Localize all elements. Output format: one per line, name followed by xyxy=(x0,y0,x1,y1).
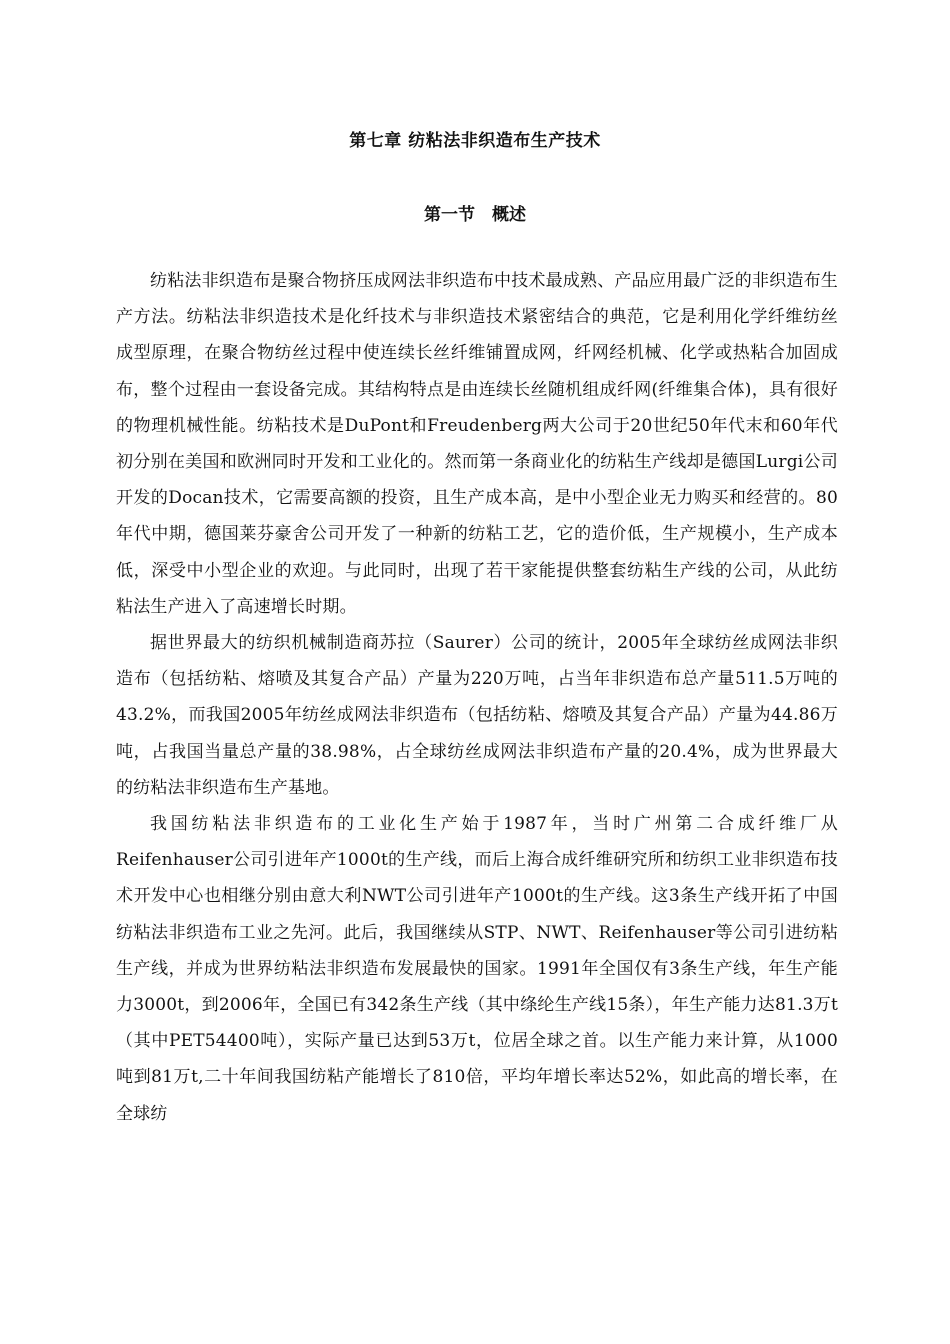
paragraph-2: 据世界最大的纺织机械制造商苏拉（Saurer）公司的统计，2005年全球纺丝成网法非织造布（包括纺粘、熔喷及其复合产品）产量为220万吨，占当年非织造布总产量511.5万吨的43.2%，而我国2005年纺丝成网法非织造布（包括纺粘、熔喷及其复合产品）产量为44.86万吨，占我国当量总产量的38.98%，占全球纺丝成网法非织造布产量的20.4%，成为世界最大的纺粘法非织造布生产基地。 xyxy=(116,633,838,798)
paragraph-3: 我国纺粘法非织造布的工业化生产始于1987年，当时广州第二合成纤维厂从Reifenhauser公司引进年产1000t的生产线，而后上海合成纤维研究所和纺织工业非织造布技术开发中心也相继分别由意大利NWT公司引进年产1000t的生产线。这3条生产线开拓了中国纺粘法非织造布工业之先河。此后，我国继续从STP、NWT、Reifenhauser等公司引进纺粘生产线，并成为世界纺粘法非织造布发展最快的国家。1991年全国仅有3条生产线，年生产能力3000t，到2006年，全国已有342条生产线（其中绦纶生产线15条），年生产能力达81.3万t（其中PET54400吨），实际产量已达到53万t，位居全球之首。以生产能力来计算，从1000吨到81万t,二十年间我国纺粘产能增长了810倍，平均年增长率达52%，如此高的增长率，在全球纺 xyxy=(116,814,838,1124)
paragraph-1: 纺粘法非织造布是聚合物挤压成网法非织造布中技术最成熟、产品应用最广泛的非织造布生产方法。纺粘法非织造技术是化纤技术与非织造技术紧密结合的典范，它是利用化学纤维纺丝成型原理，在聚合物纺丝过程中使连续长丝纤维铺置成网，纤网经机械、化学或热粘合加固成布，整个过程由一套设备完成。其结构特点是由连续长丝随机组成纤网(纤维集合体)，具有很好的物理机械性能。纺粘技术是DuPont和Freudenberg两大公司于20世纪50年代末和60年代初分别在美国和欧洲同时开发和工业化的。然而第一条商业化的纺粘生产线却是德国Lurgi公司开发的Docan技术，它需要高额的投资，且生产成本高，是中小型企业无力购买和经营的。80年代中期，德国莱芬豪舍公司开发了一种新的纺粘工艺，它的造价低，生产规模小，生产成本低，深受中小型企业的欢迎。与此同时，出现了若干家能提供整套纺粘生产线的公司，从此纺粘法生产进入了高速增长时期。 xyxy=(116,271,838,617)
section-title: 第一节 概述 xyxy=(424,205,526,225)
body-text xyxy=(116,263,838,1132)
chapter-title: 第七章 纺粘法非织造布生产技术 xyxy=(349,131,601,151)
